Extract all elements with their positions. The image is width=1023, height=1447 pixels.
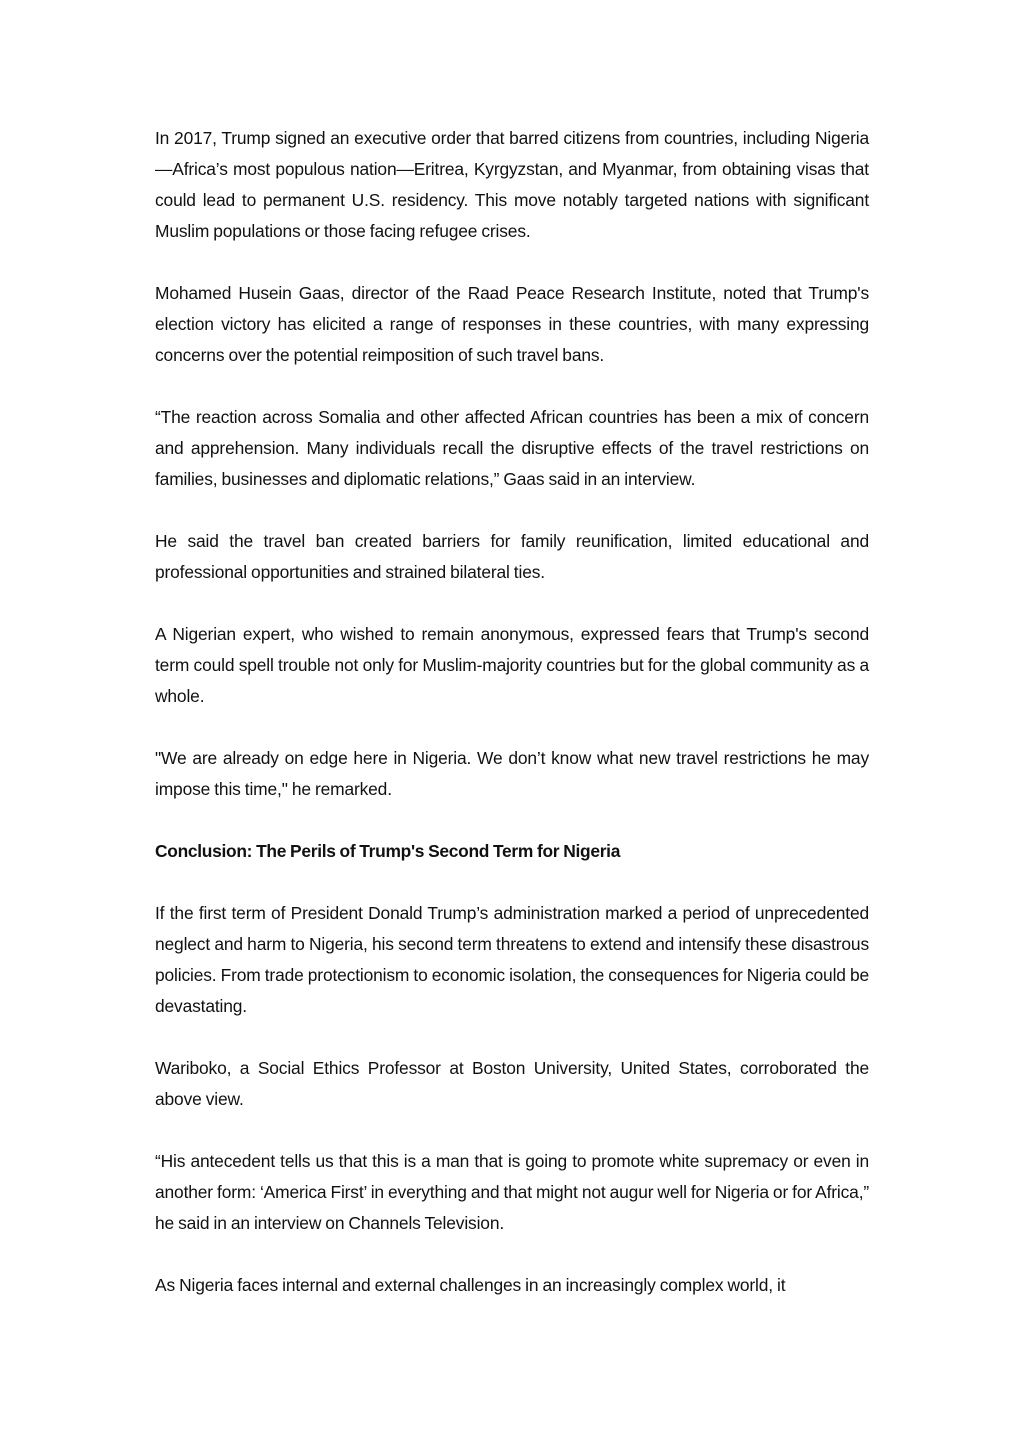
paragraph-wariboko: Wariboko, a Social Ethics Professor at Boston University, United States, corroborated the above view. [155,1058,869,1109]
paragraph-gaas-quote: “The reaction across Somalia and other affected African countries has been a mix of concern and apprehension. Many individuals recall the disruptive effects of the travel restrictions on families, businesses and diplomatic relations,” Gaas said in an interview. [155,407,869,489]
paragraph-second-term: If the first term of President Donald Trump’s administration marked a period of unprecedented neglect and harm to Nigeria, his second term threatens to extend and intensify these disastrous policies. From trade protectionism to economic isolation, the consequences for Nigeria could be devastating. [155,903,869,1016]
paragraph-gaas-remarks: Mohamed Husein Gaas, director of the Raad Peace Research Institute, noted that Trump's election victory has elicited a range of responses in these countries, with many expressing concerns over the potential reimposition of such travel bans. [155,283,869,365]
paragraph-travel-ban-barriers: He said the travel ban created barriers for family reunification, limited educational and professional opportunities and strained bilateral ties. [155,531,869,582]
paragraph-closing: As Nigeria faces internal and external challenges in an increasingly complex world, it [155,1275,786,1295]
section-heading-conclusion: Conclusion: The Perils of Trump's Second Term for Nigeria [155,841,621,861]
paragraph-travel-ban-2017: In 2017, Trump signed an executive order that barred citizens from countries, including Nigeria—Africa’s most populous nation—Eritrea, Kyrgyzstan, and Myanmar, from obtaining visas that could lead to permanent U.S. residency. This move notably targeted nations with significant Muslim populations or those facing refugee crises. [155,128,869,241]
paragraph-expert-quote: "We are already on edge here in Nigeria. We don’t know what new travel restrictions he may impose this time," he remarked. [155,748,869,799]
document-body [155,123,869,1301]
paragraph-wariboko-quote: “His antecedent tells us that this is a man that is going to promote white supremacy or even in another form: ‘America First’ in everything and that might not augur well for Nigeria or for Africa,” he said in an interview on Channels Television. [155,1151,870,1233]
paragraph-nigerian-expert: A Nigerian expert, who wished to remain anonymous, expressed fears that Trump's second term could spell trouble not only for Muslim-majority countries but for the global community as a whole. [155,624,869,706]
